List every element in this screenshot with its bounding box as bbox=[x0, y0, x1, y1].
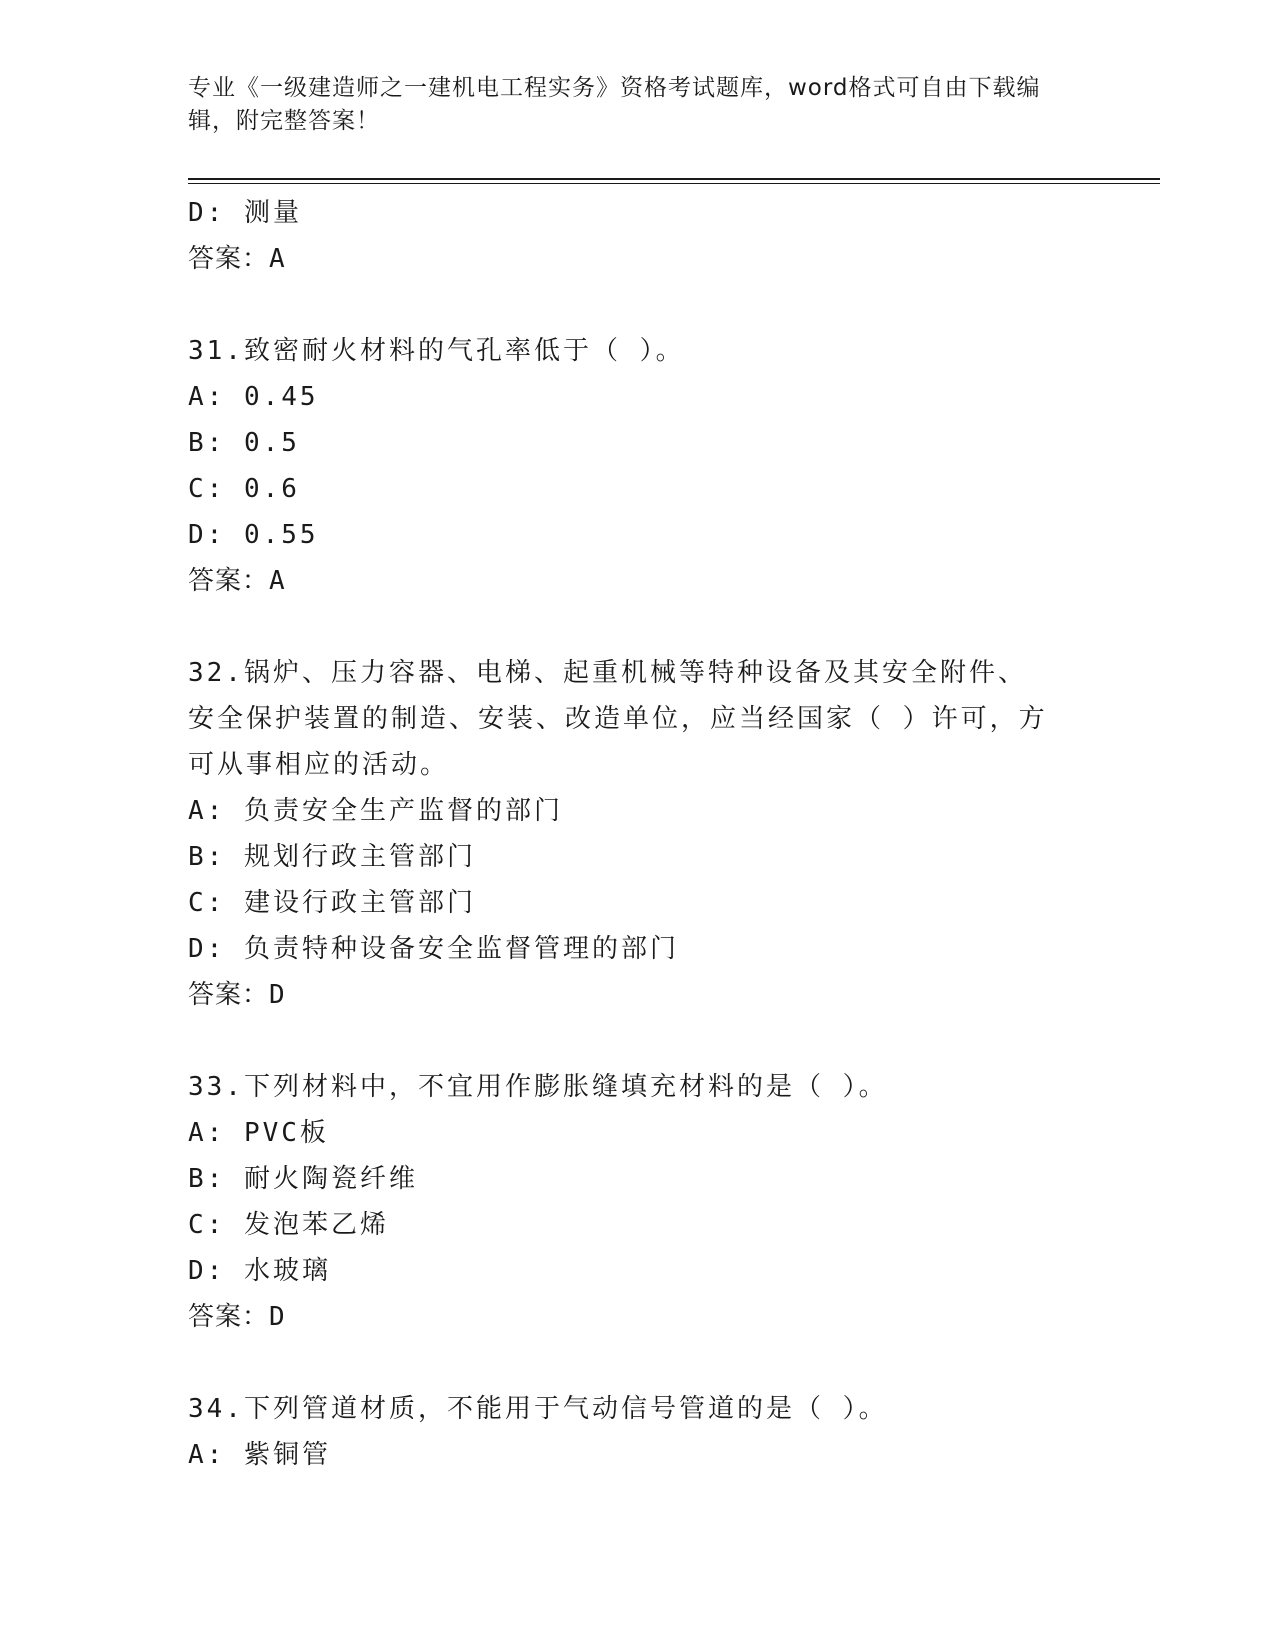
spacer bbox=[188, 604, 1088, 650]
answer-line bbox=[188, 236, 1088, 282]
option-item: A: 0.45 bbox=[188, 382, 319, 412]
option-item: C: 0.6 bbox=[188, 474, 300, 504]
header-text: 专业《一级建造师之一建机电工程实务》资格考试题库，word格式可自由下载编辑，附完整答案！ bbox=[188, 75, 1041, 134]
answer-line bbox=[188, 972, 1088, 1018]
option-item: A: 紫铜管 bbox=[188, 1440, 331, 1470]
spacer bbox=[188, 282, 1088, 328]
answer-value: D bbox=[269, 1302, 286, 1332]
spacer bbox=[188, 1018, 1088, 1064]
option-item: A: PVC板 bbox=[188, 1118, 329, 1148]
answer-value: A bbox=[269, 566, 286, 596]
option-item: A: 负责安全生产监督的部门 bbox=[188, 796, 563, 826]
header-divider-thin bbox=[188, 183, 1160, 184]
answer-label: 答案： bbox=[188, 244, 270, 274]
option-item: C: 建设行政主管部门 bbox=[188, 888, 476, 918]
answer-label: 答案： bbox=[188, 980, 270, 1010]
question-list bbox=[188, 190, 1088, 1478]
document-header bbox=[188, 72, 1078, 138]
option-item: B: 耐火陶瓷纤维 bbox=[188, 1164, 418, 1194]
answer-line bbox=[188, 1294, 1088, 1340]
question-32 bbox=[188, 650, 1088, 1018]
answer-label: 答案： bbox=[188, 1302, 270, 1332]
option-item: D: 0.55 bbox=[188, 520, 319, 550]
option-item: D: 负责特种设备安全监督管理的部门 bbox=[188, 934, 679, 964]
option-item: D: 水玻璃 bbox=[188, 1256, 331, 1286]
spacer bbox=[188, 1340, 1088, 1386]
question-stem: 32.锅炉、压力容器、电梯、起重机械等特种设备及其安全附件、安全保护装置的制造、安装、改造单位，应当经国家（ ）许可，方可从事相应的活动。 bbox=[188, 658, 1048, 780]
answer-line bbox=[188, 558, 1088, 604]
question-33 bbox=[188, 1064, 1088, 1340]
question-stem: 31.致密耐火材料的气孔率低于（ ）。 bbox=[188, 336, 685, 366]
answer-value: A bbox=[269, 244, 286, 274]
answer-label: 答案： bbox=[188, 566, 270, 596]
question-31 bbox=[188, 328, 1088, 604]
answer-value: D bbox=[269, 980, 286, 1010]
question-stem: 33.下列材料中，不宜用作膨胀缝填充材料的是（ ）。 bbox=[188, 1072, 888, 1102]
option-item: C: 发泡苯乙烯 bbox=[188, 1210, 389, 1240]
header-divider-thick bbox=[188, 178, 1160, 180]
question-stem: 34.下列管道材质，不能用于气动信号管道的是（ ）。 bbox=[188, 1394, 888, 1424]
option-item: B: 规划行政主管部门 bbox=[188, 842, 476, 872]
question-34 bbox=[188, 1386, 1088, 1478]
option-item: D: 测量 bbox=[188, 198, 302, 228]
option-item: B: 0.5 bbox=[188, 428, 300, 458]
